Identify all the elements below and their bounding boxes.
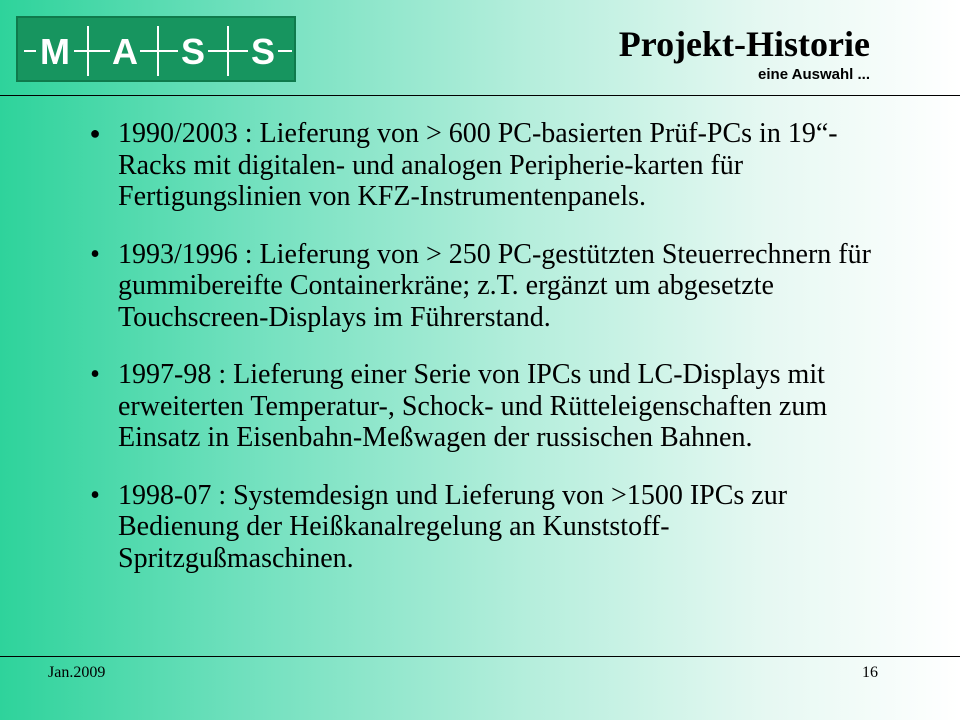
slide-header	[619, 24, 870, 86]
logo-letter-4: S	[250, 31, 276, 72]
bullet-icon: •	[90, 238, 100, 270]
slide-subtitle: eine Auswahl ...	[758, 66, 870, 83]
header-divider	[0, 95, 960, 96]
bullet-item	[80, 359, 900, 454]
bullet-icon: •	[90, 359, 100, 390]
bullet-list	[80, 118, 900, 600]
bullet-item	[80, 239, 900, 334]
slide-title: Projekt-Historie	[618, 24, 870, 64]
page-number: 16	[862, 664, 878, 681]
logo-graphic	[18, 18, 298, 84]
bullet-icon: •	[90, 479, 100, 511]
footer-divider	[0, 656, 960, 657]
bullet-text: 1997-98 : Lieferung einer Serie von IPCs und LC-Displays mit erweiterten Temperatur-, Schock- und Rütteleigenschaften zum Einsatz in Eisenbahn-Meßwagen der russischen Bahnen.	[118, 359, 828, 453]
bullet-text: 1990/2003 : Lieferung von > 600 PC-basierten Prüf-PCs in 19“-Racks mit digitalen- und analogen Peripherie-karten für Fertigungslinien von KFZ-Instrumentenpanels.	[118, 118, 838, 212]
logo-letter-1: M	[40, 31, 70, 72]
mass-logo	[16, 16, 296, 82]
bullet-icon: ●	[89, 123, 101, 143]
logo-letter-3: S	[180, 31, 206, 72]
bullet-text: 1998-07 : Systemdesign und Lieferung von >1500 IPCs zur Bedienung der Heißkanalregelung an Kunststoff-Spritzgußmaschinen.	[118, 479, 788, 574]
bullet-item	[80, 480, 900, 575]
logo-letter-2: A	[112, 31, 138, 72]
bullet-item	[80, 118, 900, 213]
bullet-text: 1993/1996 : Lieferung von > 250 PC-gestützten Steuerrechnern für gummibereifte Containerkräne; z.T. ergänzt um abgesetzte Touchscreen-Displays im Führerstand.	[118, 238, 871, 333]
footer-date: Jan.2009	[48, 664, 106, 681]
